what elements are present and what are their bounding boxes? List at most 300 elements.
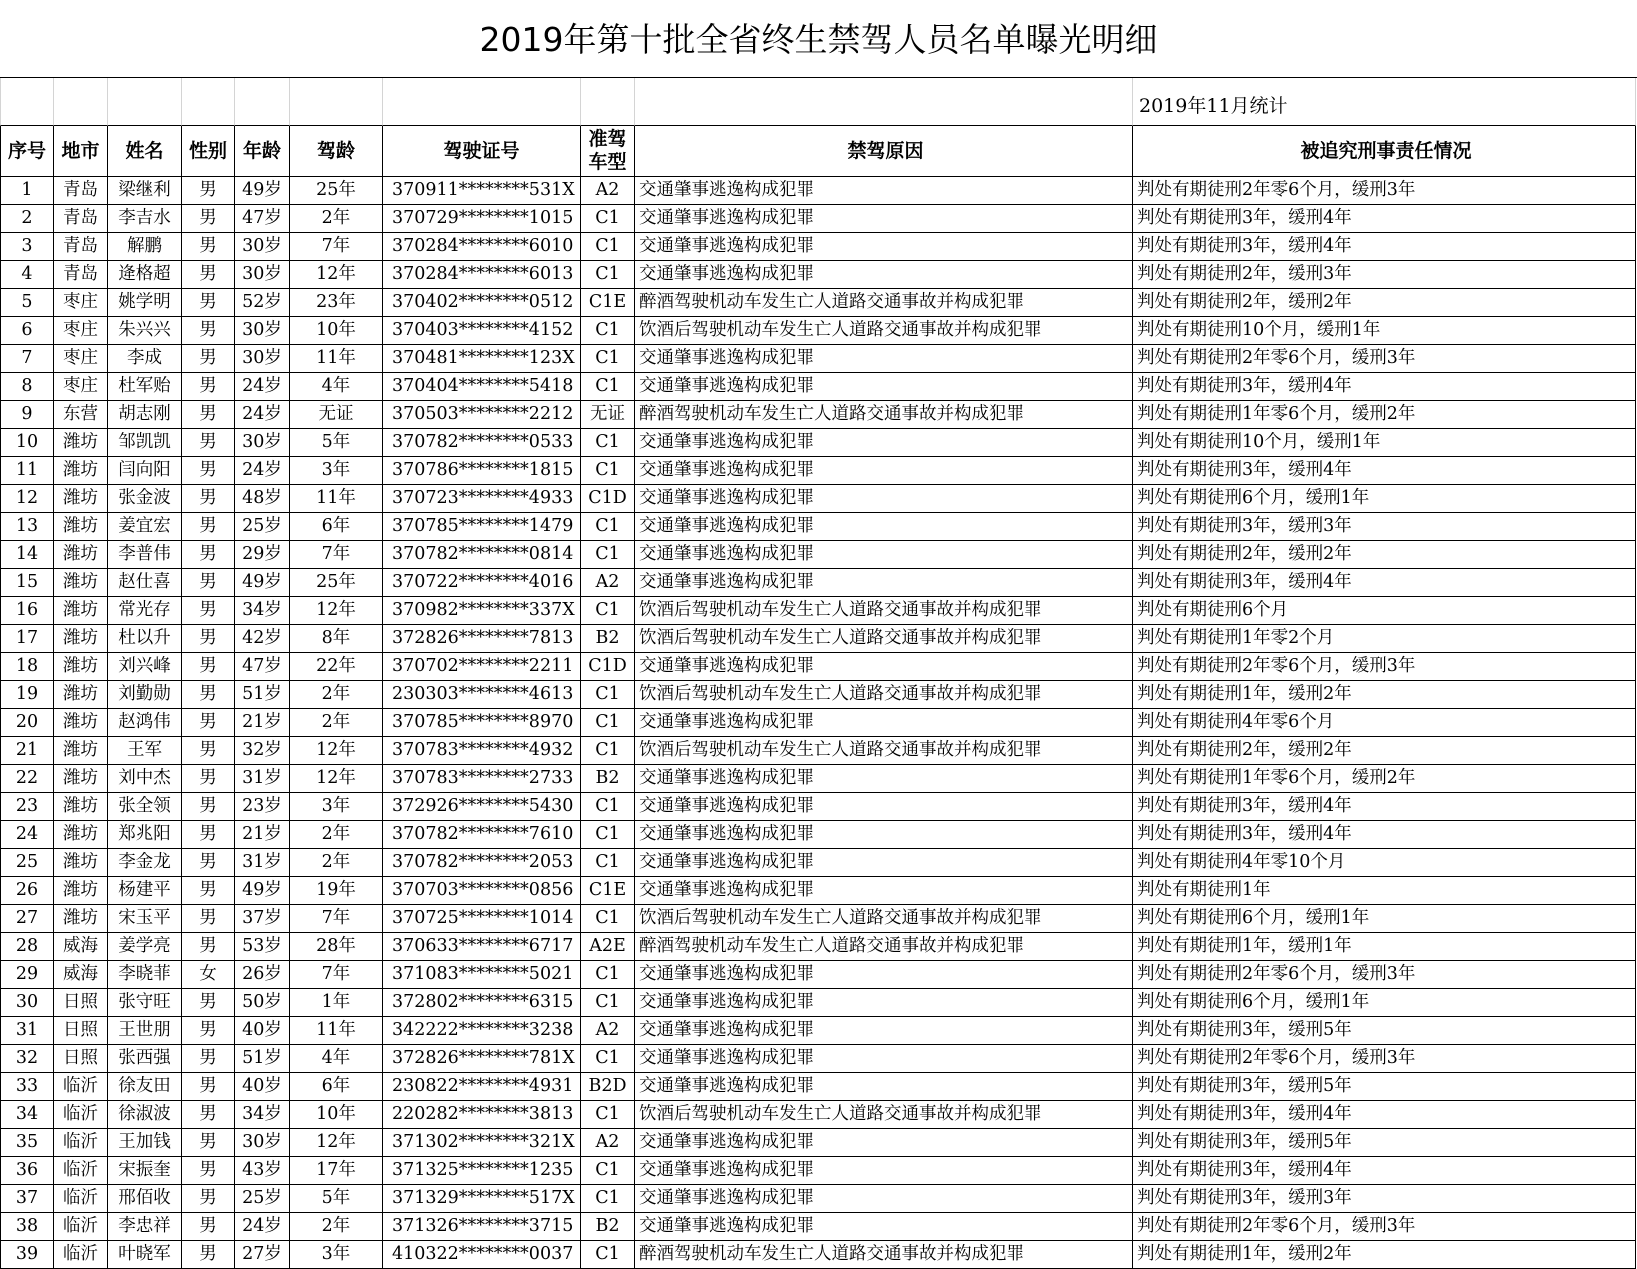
cell-city[interactable]: 潍坊 (54, 653, 108, 681)
cell-license[interactable]: 370782********0814 (383, 541, 581, 569)
cell-criminal-liability[interactable]: 判处有期徒刑3年，缓刑4年 (1133, 457, 1636, 485)
cell-age[interactable]: 31岁 (235, 765, 290, 793)
cell-license[interactable]: 372826********781X (383, 1045, 581, 1073)
cell-vehicle-class[interactable]: A2 (581, 177, 635, 205)
cell-no[interactable]: 14 (0, 541, 54, 569)
cell-license[interactable]: 370633********6717 (383, 933, 581, 961)
cell-name[interactable]: 郑兆阳 (108, 821, 182, 849)
cell-city[interactable]: 潍坊 (54, 849, 108, 877)
cell-city[interactable]: 潍坊 (54, 765, 108, 793)
cell-ban-reason[interactable]: 交通肇事逃逸构成犯罪 (635, 821, 1133, 849)
cell-age[interactable]: 40岁 (235, 1017, 290, 1045)
cell-name[interactable]: 李成 (108, 345, 182, 373)
cell-license[interactable]: 370503********2212 (383, 401, 581, 429)
cell-city[interactable]: 潍坊 (54, 681, 108, 709)
cell-driving-years[interactable]: 11年 (290, 485, 383, 513)
cell-license[interactable]: 371325********1235 (383, 1157, 581, 1185)
cell-driving-years[interactable]: 8年 (290, 625, 383, 653)
cell-criminal-liability[interactable]: 判处有期徒刑3年，缓刑5年 (1133, 1017, 1636, 1045)
cell-age[interactable]: 34岁 (235, 1101, 290, 1129)
cell-city[interactable]: 青岛 (54, 205, 108, 233)
cell-criminal-liability[interactable]: 判处有期徒刑4年零6个月 (1133, 709, 1636, 737)
cell-sex[interactable]: 男 (182, 401, 235, 429)
cell-license[interactable]: 372926********5430 (383, 793, 581, 821)
cell-driving-years[interactable]: 25年 (290, 177, 383, 205)
cell-no[interactable]: 23 (0, 793, 54, 821)
cell-no[interactable]: 16 (0, 597, 54, 625)
cell-age[interactable]: 29岁 (235, 541, 290, 569)
blank-cell[interactable] (108, 78, 182, 126)
cell-license[interactable]: 372826********7813 (383, 625, 581, 653)
cell-driving-years[interactable]: 2年 (290, 681, 383, 709)
cell-city[interactable]: 枣庄 (54, 345, 108, 373)
cell-no[interactable]: 7 (0, 345, 54, 373)
cell-license[interactable]: 230303********4613 (383, 681, 581, 709)
cell-sex[interactable]: 男 (182, 205, 235, 233)
cell-city[interactable]: 临沂 (54, 1157, 108, 1185)
cell-city[interactable]: 临沂 (54, 1101, 108, 1129)
cell-driving-years[interactable]: 7年 (290, 541, 383, 569)
cell-city[interactable]: 日照 (54, 1045, 108, 1073)
cell-ban-reason[interactable]: 交通肇事逃逸构成犯罪 (635, 1213, 1133, 1241)
cell-age[interactable]: 26岁 (235, 961, 290, 989)
blank-cell[interactable] (290, 78, 383, 126)
cell-no[interactable]: 22 (0, 765, 54, 793)
cell-driving-years[interactable]: 5年 (290, 429, 383, 457)
cell-city[interactable]: 潍坊 (54, 513, 108, 541)
cell-ban-reason[interactable]: 交通肇事逃逸构成犯罪 (635, 877, 1133, 905)
cell-ban-reason[interactable]: 交通肇事逃逸构成犯罪 (635, 1017, 1133, 1045)
cell-name[interactable]: 杜军贻 (108, 373, 182, 401)
cell-no[interactable]: 27 (0, 905, 54, 933)
cell-no[interactable]: 38 (0, 1213, 54, 1241)
cell-driving-years[interactable]: 2年 (290, 1213, 383, 1241)
cell-sex[interactable]: 男 (182, 569, 235, 597)
cell-age[interactable]: 50岁 (235, 989, 290, 1017)
cell-no[interactable]: 21 (0, 737, 54, 765)
cell-driving-years[interactable]: 6年 (290, 1073, 383, 1101)
cell-sex[interactable]: 男 (182, 457, 235, 485)
cell-city[interactable]: 潍坊 (54, 457, 108, 485)
cell-driving-years[interactable]: 4年 (290, 1045, 383, 1073)
cell-sex[interactable]: 男 (182, 1213, 235, 1241)
cell-vehicle-class[interactable]: C1E (581, 289, 635, 317)
cell-driving-years[interactable]: 6年 (290, 513, 383, 541)
cell-driving-years[interactable]: 4年 (290, 373, 383, 401)
cell-no[interactable]: 19 (0, 681, 54, 709)
cell-ban-reason[interactable]: 交通肇事逃逸构成犯罪 (635, 485, 1133, 513)
cell-city[interactable]: 潍坊 (54, 597, 108, 625)
cell-sex[interactable]: 男 (182, 373, 235, 401)
cell-no[interactable]: 13 (0, 513, 54, 541)
cell-city[interactable]: 潍坊 (54, 569, 108, 597)
cell-ban-reason[interactable]: 交通肇事逃逸构成犯罪 (635, 849, 1133, 877)
cell-city[interactable]: 潍坊 (54, 877, 108, 905)
cell-ban-reason[interactable]: 交通肇事逃逸构成犯罪 (635, 513, 1133, 541)
cell-name[interactable]: 赵鸿伟 (108, 709, 182, 737)
cell-ban-reason[interactable]: 交通肇事逃逸构成犯罪 (635, 765, 1133, 793)
cell-sex[interactable]: 男 (182, 765, 235, 793)
cell-age[interactable]: 30岁 (235, 233, 290, 261)
cell-city[interactable]: 潍坊 (54, 905, 108, 933)
cell-age[interactable]: 24岁 (235, 1213, 290, 1241)
cell-no[interactable]: 18 (0, 653, 54, 681)
cell-sex[interactable]: 男 (182, 1045, 235, 1073)
cell-criminal-liability[interactable]: 判处有期徒刑1年，缓刑1年 (1133, 933, 1636, 961)
cell-name[interactable]: 刘中杰 (108, 765, 182, 793)
cell-sex[interactable]: 男 (182, 485, 235, 513)
cell-license[interactable]: 370725********1014 (383, 905, 581, 933)
cell-age[interactable]: 31岁 (235, 849, 290, 877)
cell-no[interactable]: 29 (0, 961, 54, 989)
cell-vehicle-class[interactable]: C1 (581, 1101, 635, 1129)
cell-no[interactable]: 32 (0, 1045, 54, 1073)
cell-city[interactable]: 潍坊 (54, 429, 108, 457)
cell-age[interactable]: 32岁 (235, 737, 290, 765)
cell-license[interactable]: 342222********3238 (383, 1017, 581, 1045)
cell-vehicle-class[interactable]: A2 (581, 1129, 635, 1157)
cell-vehicle-class[interactable]: C1 (581, 457, 635, 485)
cell-vehicle-class[interactable]: C1 (581, 373, 635, 401)
cell-no[interactable]: 26 (0, 877, 54, 905)
cell-vehicle-class[interactable]: C1 (581, 513, 635, 541)
cell-no[interactable]: 2 (0, 205, 54, 233)
cell-license[interactable]: 370722********4016 (383, 569, 581, 597)
cell-no[interactable]: 11 (0, 457, 54, 485)
cell-vehicle-class[interactable]: C1 (581, 1185, 635, 1213)
cell-vehicle-class[interactable]: C1 (581, 961, 635, 989)
cell-age[interactable]: 25岁 (235, 1185, 290, 1213)
cell-age[interactable]: 52岁 (235, 289, 290, 317)
cell-license[interactable]: 370911********531X (383, 177, 581, 205)
header-license[interactable]: 驾驶证号 (383, 126, 581, 177)
cell-age[interactable]: 49岁 (235, 877, 290, 905)
cell-name[interactable]: 胡志刚 (108, 401, 182, 429)
cell-sex[interactable]: 男 (182, 821, 235, 849)
blank-cell[interactable] (383, 78, 581, 126)
cell-criminal-liability[interactable]: 判处有期徒刑10个月，缓刑1年 (1133, 317, 1636, 345)
cell-name[interactable]: 李吉水 (108, 205, 182, 233)
cell-license[interactable]: 370982********337X (383, 597, 581, 625)
cell-age[interactable]: 24岁 (235, 457, 290, 485)
cell-driving-years[interactable]: 2年 (290, 709, 383, 737)
cell-sex[interactable]: 男 (182, 513, 235, 541)
cell-driving-years[interactable]: 23年 (290, 289, 383, 317)
cell-license[interactable]: 370284********6010 (383, 233, 581, 261)
cell-ban-reason[interactable]: 醉酒驾驶机动车发生亡人道路交通事故并构成犯罪 (635, 933, 1133, 961)
cell-name[interactable]: 李普伟 (108, 541, 182, 569)
cell-ban-reason[interactable]: 交通肇事逃逸构成犯罪 (635, 177, 1133, 205)
cell-vehicle-class[interactable]: C1 (581, 429, 635, 457)
cell-vehicle-class[interactable]: C1 (581, 737, 635, 765)
cell-license[interactable]: 370783********2733 (383, 765, 581, 793)
cell-criminal-liability[interactable]: 判处有期徒刑2年零6个月，缓刑3年 (1133, 961, 1636, 989)
sheet-title[interactable]: 2019年第十批全省终生禁驾人员名单曝光明细 (0, 0, 1637, 78)
cell-criminal-liability[interactable]: 判处有期徒刑3年，缓刑4年 (1133, 1157, 1636, 1185)
cell-driving-years[interactable]: 19年 (290, 877, 383, 905)
cell-no[interactable]: 6 (0, 317, 54, 345)
header-sex[interactable]: 性别 (182, 126, 235, 177)
cell-no[interactable]: 39 (0, 1241, 54, 1269)
cell-city[interactable]: 威海 (54, 961, 108, 989)
cell-vehicle-class[interactable]: C1 (581, 849, 635, 877)
cell-criminal-liability[interactable]: 判处有期徒刑2年零6个月，缓刑3年 (1133, 653, 1636, 681)
cell-age[interactable]: 51岁 (235, 681, 290, 709)
cell-name[interactable]: 解鹏 (108, 233, 182, 261)
cell-name[interactable]: 朱兴兴 (108, 317, 182, 345)
cell-license[interactable]: 220282********3813 (383, 1101, 581, 1129)
cell-driving-years[interactable]: 10年 (290, 317, 383, 345)
cell-ban-reason[interactable]: 饮酒后驾驶机动车发生亡人道路交通事故并构成犯罪 (635, 597, 1133, 625)
cell-sex[interactable]: 男 (182, 989, 235, 1017)
cell-ban-reason[interactable]: 交通肇事逃逸构成犯罪 (635, 457, 1133, 485)
cell-ban-reason[interactable]: 饮酒后驾驶机动车发生亡人道路交通事故并构成犯罪 (635, 1101, 1133, 1129)
cell-no[interactable]: 9 (0, 401, 54, 429)
cell-criminal-liability[interactable]: 判处有期徒刑1年零6个月，缓刑2年 (1133, 401, 1636, 429)
cell-name[interactable]: 常光存 (108, 597, 182, 625)
cell-license[interactable]: 371329********517X (383, 1185, 581, 1213)
cell-driving-years[interactable]: 3年 (290, 1241, 383, 1269)
cell-vehicle-class[interactable]: A2E (581, 933, 635, 961)
cell-vehicle-class[interactable]: B2D (581, 1073, 635, 1101)
cell-age[interactable]: 34岁 (235, 597, 290, 625)
cell-city[interactable]: 潍坊 (54, 793, 108, 821)
cell-name[interactable]: 梁继利 (108, 177, 182, 205)
cell-name[interactable]: 王加钱 (108, 1129, 182, 1157)
header-criminal-liability[interactable]: 被追究刑事责任情况 (1133, 126, 1636, 177)
cell-criminal-liability[interactable]: 判处有期徒刑3年，缓刑4年 (1133, 373, 1636, 401)
cell-city[interactable]: 临沂 (54, 1213, 108, 1241)
cell-ban-reason[interactable]: 交通肇事逃逸构成犯罪 (635, 989, 1133, 1017)
cell-license[interactable]: 371083********5021 (383, 961, 581, 989)
cell-vehicle-class[interactable]: C1D (581, 485, 635, 513)
cell-vehicle-class[interactable]: C1 (581, 989, 635, 1017)
cell-vehicle-class[interactable]: C1 (581, 905, 635, 933)
cell-no[interactable]: 12 (0, 485, 54, 513)
cell-criminal-liability[interactable]: 判处有期徒刑2年零6个月，缓刑3年 (1133, 1045, 1636, 1073)
cell-license[interactable]: 370785********8970 (383, 709, 581, 737)
cell-license[interactable]: 371302********321X (383, 1129, 581, 1157)
cell-vehicle-class[interactable]: C1 (581, 1045, 635, 1073)
cell-ban-reason[interactable]: 交通肇事逃逸构成犯罪 (635, 961, 1133, 989)
cell-city[interactable]: 青岛 (54, 233, 108, 261)
cell-license[interactable]: 370404********5418 (383, 373, 581, 401)
cell-no[interactable]: 10 (0, 429, 54, 457)
cell-sex[interactable]: 男 (182, 625, 235, 653)
header-no[interactable]: 序号 (0, 126, 54, 177)
cell-criminal-liability[interactable]: 判处有期徒刑1年零2个月 (1133, 625, 1636, 653)
cell-sex[interactable]: 男 (182, 177, 235, 205)
cell-ban-reason[interactable]: 醉酒驾驶机动车发生亡人道路交通事故并构成犯罪 (635, 401, 1133, 429)
cell-vehicle-class[interactable]: C1 (581, 345, 635, 373)
cell-vehicle-class[interactable]: C1 (581, 681, 635, 709)
cell-age[interactable]: 42岁 (235, 625, 290, 653)
cell-name[interactable]: 张金波 (108, 485, 182, 513)
cell-driving-years[interactable]: 12年 (290, 765, 383, 793)
cell-criminal-liability[interactable]: 判处有期徒刑2年，缓刑3年 (1133, 261, 1636, 289)
cell-driving-years[interactable]: 25年 (290, 569, 383, 597)
cell-criminal-liability[interactable]: 判处有期徒刑1年，缓刑2年 (1133, 1241, 1636, 1269)
cell-criminal-liability[interactable]: 判处有期徒刑2年零6个月，缓刑3年 (1133, 177, 1636, 205)
cell-age[interactable]: 37岁 (235, 905, 290, 933)
cell-vehicle-class[interactable]: B2 (581, 765, 635, 793)
cell-no[interactable]: 20 (0, 709, 54, 737)
cell-driving-years[interactable]: 无证 (290, 401, 383, 429)
cell-city[interactable]: 青岛 (54, 261, 108, 289)
cell-driving-years[interactable]: 12年 (290, 597, 383, 625)
cell-ban-reason[interactable]: 交通肇事逃逸构成犯罪 (635, 345, 1133, 373)
cell-vehicle-class[interactable]: C1 (581, 317, 635, 345)
cell-name[interactable]: 逄格超 (108, 261, 182, 289)
cell-city[interactable]: 潍坊 (54, 737, 108, 765)
cell-driving-years[interactable]: 3年 (290, 457, 383, 485)
cell-city[interactable]: 潍坊 (54, 821, 108, 849)
cell-city[interactable]: 临沂 (54, 1185, 108, 1213)
cell-name[interactable]: 徐友田 (108, 1073, 182, 1101)
cell-no[interactable]: 28 (0, 933, 54, 961)
cell-sex[interactable]: 男 (182, 737, 235, 765)
cell-name[interactable]: 李忠祥 (108, 1213, 182, 1241)
cell-age[interactable]: 49岁 (235, 569, 290, 597)
cell-no[interactable]: 3 (0, 233, 54, 261)
cell-vehicle-class[interactable]: C1 (581, 205, 635, 233)
cell-ban-reason[interactable]: 交通肇事逃逸构成犯罪 (635, 1129, 1133, 1157)
cell-city[interactable]: 日照 (54, 1017, 108, 1045)
cell-driving-years[interactable]: 5年 (290, 1185, 383, 1213)
cell-no[interactable]: 35 (0, 1129, 54, 1157)
cell-criminal-liability[interactable]: 判处有期徒刑6个月，缓刑1年 (1133, 989, 1636, 1017)
cell-name[interactable]: 王世朋 (108, 1017, 182, 1045)
cell-ban-reason[interactable]: 交通肇事逃逸构成犯罪 (635, 261, 1133, 289)
cell-age[interactable]: 40岁 (235, 1073, 290, 1101)
cell-ban-reason[interactable]: 饮酒后驾驶机动车发生亡人道路交通事故并构成犯罪 (635, 737, 1133, 765)
cell-no[interactable]: 31 (0, 1017, 54, 1045)
cell-criminal-liability[interactable]: 判处有期徒刑3年，缓刑5年 (1133, 1129, 1636, 1157)
cell-sex[interactable]: 男 (182, 933, 235, 961)
cell-sex[interactable]: 男 (182, 681, 235, 709)
cell-driving-years[interactable]: 10年 (290, 1101, 383, 1129)
cell-vehicle-class[interactable]: C1 (581, 233, 635, 261)
cell-vehicle-class[interactable]: C1E (581, 877, 635, 905)
cell-sex[interactable]: 男 (182, 877, 235, 905)
cell-criminal-liability[interactable]: 判处有期徒刑3年，缓刑4年 (1133, 821, 1636, 849)
cell-driving-years[interactable]: 7年 (290, 961, 383, 989)
cell-no[interactable]: 34 (0, 1101, 54, 1129)
cell-ban-reason[interactable]: 交通肇事逃逸构成犯罪 (635, 709, 1133, 737)
cell-age[interactable]: 48岁 (235, 485, 290, 513)
cell-license[interactable]: 370786********1815 (383, 457, 581, 485)
cell-name[interactable]: 刘勤勋 (108, 681, 182, 709)
cell-ban-reason[interactable]: 交通肇事逃逸构成犯罪 (635, 205, 1133, 233)
cell-age[interactable]: 21岁 (235, 821, 290, 849)
header-vehicle-class[interactable]: 准驾车型 (581, 126, 635, 177)
header-name[interactable]: 姓名 (108, 126, 182, 177)
cell-city[interactable]: 潍坊 (54, 625, 108, 653)
cell-name[interactable]: 刘兴峰 (108, 653, 182, 681)
cell-no[interactable]: 15 (0, 569, 54, 597)
cell-criminal-liability[interactable]: 判处有期徒刑6个月，缓刑1年 (1133, 485, 1636, 513)
cell-ban-reason[interactable]: 交通肇事逃逸构成犯罪 (635, 1157, 1133, 1185)
cell-driving-years[interactable]: 12年 (290, 261, 383, 289)
cell-criminal-liability[interactable]: 判处有期徒刑2年，缓刑2年 (1133, 737, 1636, 765)
cell-age[interactable]: 49岁 (235, 177, 290, 205)
cell-name[interactable]: 叶晓军 (108, 1241, 182, 1269)
cell-no[interactable]: 36 (0, 1157, 54, 1185)
cell-city[interactable]: 临沂 (54, 1073, 108, 1101)
cell-criminal-liability[interactable]: 判处有期徒刑3年，缓刑5年 (1133, 1073, 1636, 1101)
cell-ban-reason[interactable]: 交通肇事逃逸构成犯罪 (635, 429, 1133, 457)
cell-criminal-liability[interactable]: 判处有期徒刑1年零6个月，缓刑2年 (1133, 765, 1636, 793)
cell-sex[interactable]: 男 (182, 1129, 235, 1157)
cell-city[interactable]: 临沂 (54, 1129, 108, 1157)
cell-criminal-liability[interactable]: 判处有期徒刑2年零6个月，缓刑3年 (1133, 1213, 1636, 1241)
cell-sex[interactable]: 男 (182, 1073, 235, 1101)
cell-sex[interactable]: 男 (182, 345, 235, 373)
cell-sex[interactable]: 男 (182, 1185, 235, 1213)
cell-name[interactable]: 宋玉平 (108, 905, 182, 933)
cell-ban-reason[interactable]: 交通肇事逃逸构成犯罪 (635, 1185, 1133, 1213)
cell-no[interactable]: 4 (0, 261, 54, 289)
cell-sex[interactable]: 男 (182, 597, 235, 625)
cell-vehicle-class[interactable]: A2 (581, 1017, 635, 1045)
blank-cell[interactable] (581, 78, 635, 126)
cell-criminal-liability[interactable]: 判处有期徒刑10个月，缓刑1年 (1133, 429, 1636, 457)
cell-license[interactable]: 370783********4932 (383, 737, 581, 765)
cell-sex[interactable]: 男 (182, 793, 235, 821)
cell-no[interactable]: 24 (0, 821, 54, 849)
cell-sex[interactable]: 女 (182, 961, 235, 989)
cell-ban-reason[interactable]: 交通肇事逃逸构成犯罪 (635, 233, 1133, 261)
cell-city[interactable]: 临沂 (54, 1241, 108, 1269)
cell-name[interactable]: 王军 (108, 737, 182, 765)
cell-name[interactable]: 邹凯凯 (108, 429, 182, 457)
cell-name[interactable]: 李金龙 (108, 849, 182, 877)
cell-ban-reason[interactable]: 交通肇事逃逸构成犯罪 (635, 569, 1133, 597)
cell-criminal-liability[interactable]: 判处有期徒刑1年 (1133, 877, 1636, 905)
cell-driving-years[interactable]: 7年 (290, 905, 383, 933)
cell-name[interactable]: 邢佰收 (108, 1185, 182, 1213)
cell-vehicle-class[interactable]: B2 (581, 1213, 635, 1241)
cell-ban-reason[interactable]: 饮酒后驾驶机动车发生亡人道路交通事故并构成犯罪 (635, 625, 1133, 653)
cell-age[interactable]: 30岁 (235, 1129, 290, 1157)
cell-sex[interactable]: 男 (182, 429, 235, 457)
cell-license[interactable]: 371326********3715 (383, 1213, 581, 1241)
cell-sex[interactable]: 男 (182, 1157, 235, 1185)
cell-sex[interactable]: 男 (182, 261, 235, 289)
cell-name[interactable]: 杜以升 (108, 625, 182, 653)
cell-sex[interactable]: 男 (182, 289, 235, 317)
cell-ban-reason[interactable]: 饮酒后驾驶机动车发生亡人道路交通事故并构成犯罪 (635, 681, 1133, 709)
cell-vehicle-class[interactable]: C1 (581, 261, 635, 289)
cell-age[interactable]: 27岁 (235, 1241, 290, 1269)
cell-age[interactable]: 24岁 (235, 401, 290, 429)
cell-driving-years[interactable]: 12年 (290, 1129, 383, 1157)
cell-vehicle-class[interactable]: A2 (581, 569, 635, 597)
cell-name[interactable]: 闫向阳 (108, 457, 182, 485)
cell-city[interactable]: 青岛 (54, 177, 108, 205)
cell-sex[interactable]: 男 (182, 653, 235, 681)
cell-age[interactable]: 30岁 (235, 429, 290, 457)
cell-city[interactable]: 日照 (54, 989, 108, 1017)
cell-driving-years[interactable]: 7年 (290, 233, 383, 261)
header-city[interactable]: 地市 (54, 126, 108, 177)
cell-age[interactable]: 21岁 (235, 709, 290, 737)
cell-license[interactable]: 370703********0856 (383, 877, 581, 905)
cell-vehicle-class[interactable]: C1 (581, 1157, 635, 1185)
cell-age[interactable]: 23岁 (235, 793, 290, 821)
header-age[interactable]: 年龄 (235, 126, 290, 177)
cell-driving-years[interactable]: 1年 (290, 989, 383, 1017)
